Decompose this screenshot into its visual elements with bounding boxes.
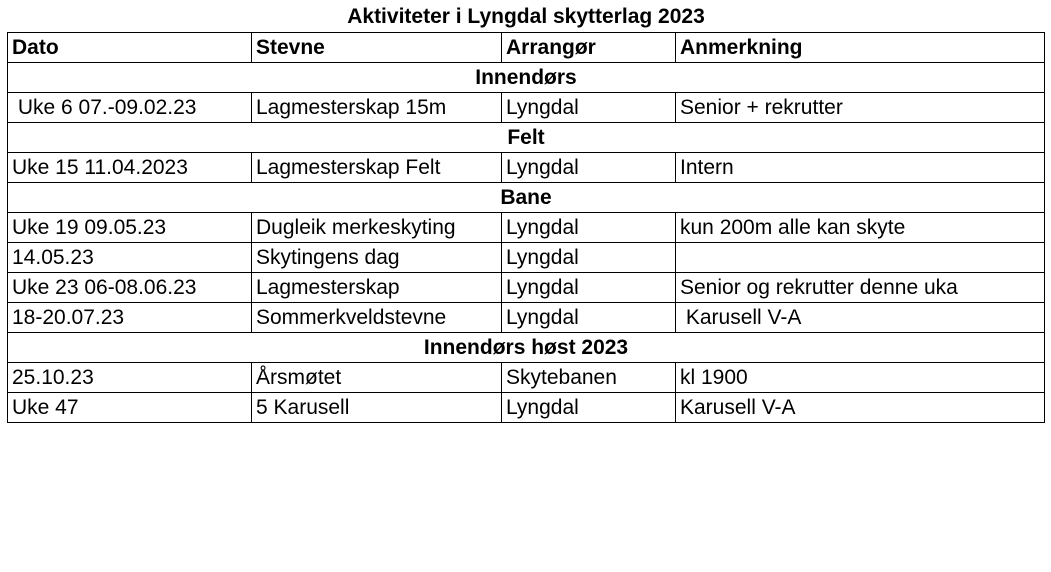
cell-dato: 25.10.23	[8, 363, 252, 393]
cell-dato: Uke 47	[8, 393, 252, 423]
cell-anmerkning: Senior og rekrutter denne uka	[676, 273, 1045, 303]
section-row-innendors-host	[8, 333, 1045, 363]
cell-anmerkning: Karusell V-A	[676, 393, 1045, 423]
section-row-bane	[8, 183, 1045, 213]
section-row-felt	[8, 123, 1045, 153]
cell-stevne: Lagmesterskap 15m	[252, 93, 502, 123]
section-title: Bane	[8, 183, 1045, 213]
header-cell-anmerkning: Anmerkning	[676, 33, 1045, 63]
table-row	[8, 393, 1045, 423]
cell-arrangor: Lyngdal	[502, 243, 676, 273]
table-row	[8, 93, 1045, 123]
cell-dato: Uke 23 06-08.06.23	[8, 273, 252, 303]
table-header-row	[8, 33, 1045, 63]
cell-arrangor: Lyngdal	[502, 273, 676, 303]
cell-stevne: Skytingens dag	[252, 243, 502, 273]
cell-arrangor: Skytebanen	[502, 363, 676, 393]
cell-stevne: Lagmesterskap Felt	[252, 153, 502, 183]
table-row	[8, 243, 1045, 273]
header-cell-arrangor: Arrangør	[502, 33, 676, 63]
cell-stevne: Sommerkveldstevne	[252, 303, 502, 333]
cell-anmerkning: Senior + rekrutter	[676, 93, 1045, 123]
document-title: Aktiviteter i Lyngdal skytterlag 2023	[347, 5, 705, 28]
section-title: Felt	[8, 123, 1045, 153]
cell-arrangor: Lyngdal	[502, 93, 676, 123]
cell-arrangor: Lyngdal	[502, 303, 676, 333]
cell-dato: 18-20.07.23	[8, 303, 252, 333]
cell-arrangor: Lyngdal	[502, 393, 676, 423]
cell-stevne: Lagmesterskap	[252, 273, 502, 303]
cell-anmerkning: Intern	[676, 153, 1045, 183]
header-cell-stevne: Stevne	[252, 33, 502, 63]
cell-anmerkning: Karusell V-A	[676, 303, 1045, 333]
cell-stevne: Dugleik merkeskyting	[252, 213, 502, 243]
section-row-innendors	[8, 63, 1045, 93]
section-title: Innendørs høst 2023	[8, 333, 1045, 363]
cell-dato: Uke 19 09.05.23	[8, 213, 252, 243]
cell-stevne: Årsmøtet	[252, 363, 502, 393]
cell-stevne: 5 Karusell	[252, 393, 502, 423]
cell-anmerkning: kl 1900	[676, 363, 1045, 393]
cell-dato: 14.05.23	[8, 243, 252, 273]
table-row	[8, 363, 1045, 393]
cell-arrangor: Lyngdal	[502, 213, 676, 243]
table-row	[8, 153, 1045, 183]
header-cell-dato: Dato	[8, 33, 252, 63]
cell-anmerkning	[676, 243, 1045, 273]
table-row	[8, 273, 1045, 303]
cell-arrangor: Lyngdal	[502, 153, 676, 183]
table-row	[8, 303, 1045, 333]
table-row	[8, 213, 1045, 243]
section-title: Innendørs	[8, 63, 1045, 93]
activity-table	[7, 32, 1045, 423]
cell-anmerkning: kun 200m alle kan skyte	[676, 213, 1045, 243]
cell-dato: Uke 6 07.-09.02.23	[8, 93, 252, 123]
cell-dato: Uke 15 11.04.2023	[8, 153, 252, 183]
